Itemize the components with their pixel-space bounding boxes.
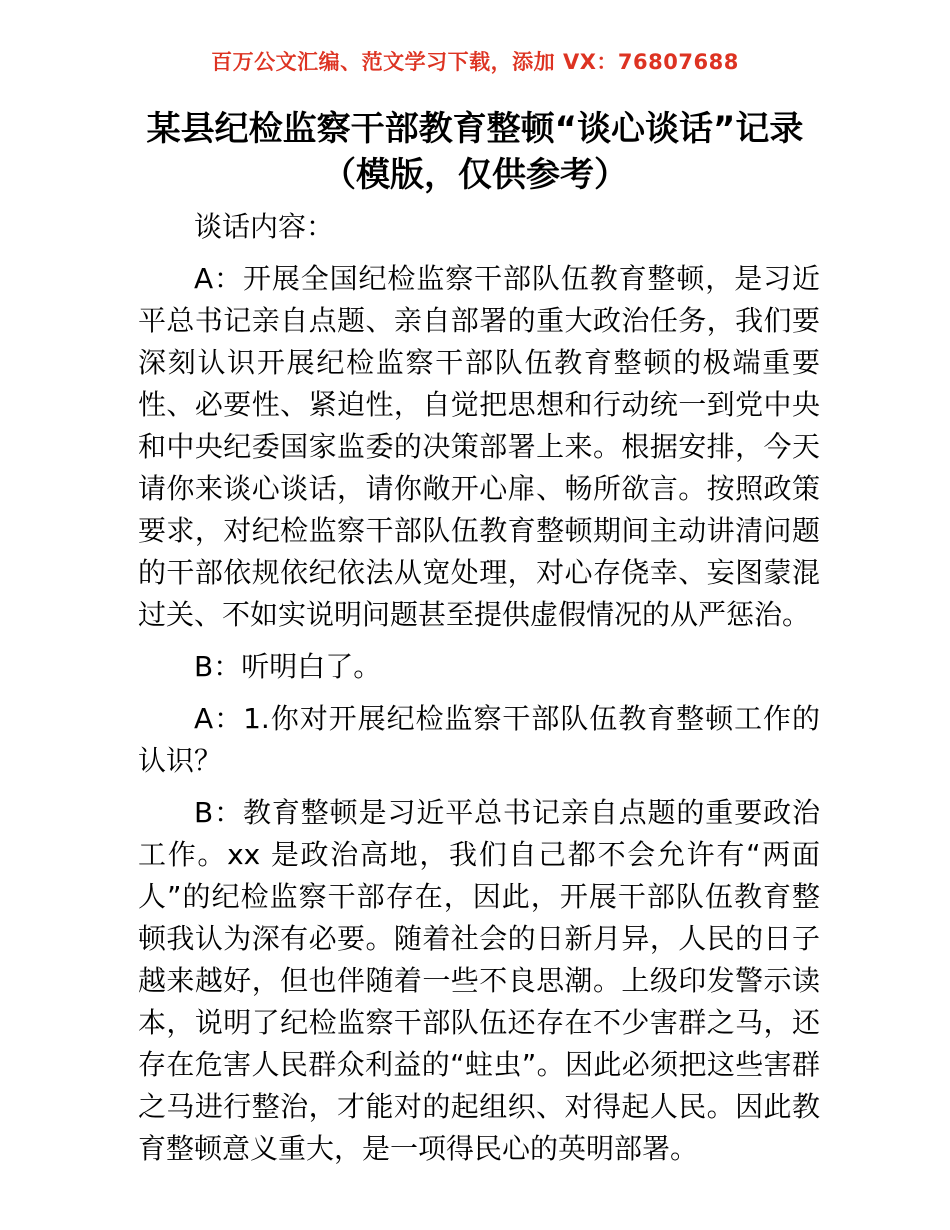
- page-title: [135, 106, 815, 198]
- paragraph-speaker-b-answer-1: B：教育整顿是习近平总书记亲自点题的重要政治工作。xx 是政治高地，我们自己都不会允许有“两面人”的纪检监察干部存在，因此，开展干部队伍教育整顿我认为深有必要。随着社会的日新月异，人民的日子越来越好，但也伴随着一些不良思潮。上级印发警示读本，说明了纪检监察干部队伍还存在不少害群之马，还存在危害人民群众利益的“蛀虫”。因此必须把这些害群之马进行整治，才能对的起组织、对得起人民。因此教育整顿意义重大，是一项得民心的英明部署。: [138, 796, 820, 1165]
- document-body: [138, 206, 820, 1170]
- paragraph-speaker-a-opening: A：开展全国纪检监察干部队伍教育整顿，是习近平总书记亲自点题、亲自部署的重大政治任务，我们要深刻认识开展纪检监察干部队伍教育整顿的极端重要性、必要性、紧迫性，自觉把思想和行动统一到党中央和中央纪委国家监委的决策部署上来。根据安排，今天请你来谈心谈话，请你敞开心扉、畅所欲言。按照政策要求，对纪检监察干部队伍教育整顿期间主动讲清问题的干部依规依纪依法从宽处理，对心存侥幸、妄图蒙混过关、不如实说明问题甚至提供虚假情况的从严惩治。: [138, 262, 820, 631]
- page-title-line-1: 某县纪检监察干部教育整顿“谈心谈话”记录: [146, 109, 804, 149]
- paragraph-speaker-a-question-1: A：1.你对开展纪检监察干部队伍教育整顿工作的认识？: [138, 702, 820, 777]
- section-heading: 谈话内容：: [194, 210, 335, 243]
- paragraph-speaker-b-ack: B：听明白了。: [194, 650, 382, 683]
- promo-banner-text: 百万公文汇编、范文学习下载，添加 VX：76807688: [211, 50, 739, 74]
- page-title-line-2: （模版，仅供参考）: [322, 155, 628, 195]
